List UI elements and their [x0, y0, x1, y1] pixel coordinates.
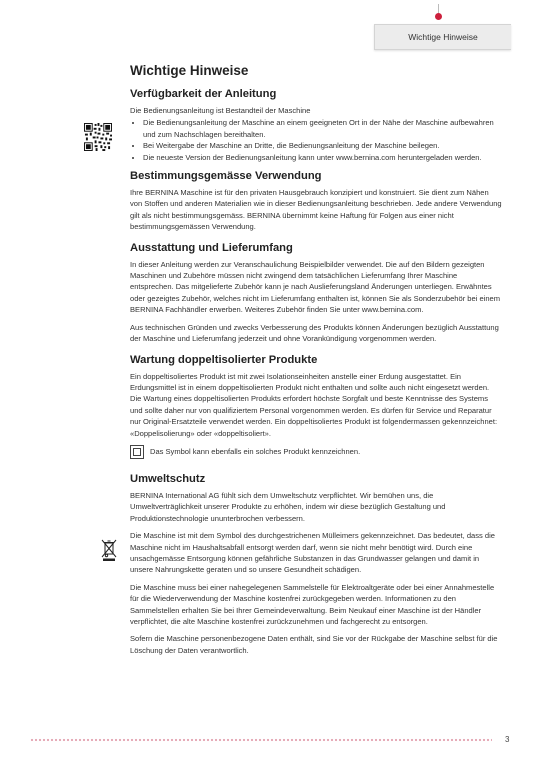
- heading-bestimmung: Bestimmungsgemässe Verwendung: [130, 170, 322, 183]
- qr-code-icon: [84, 123, 112, 151]
- page-number: 3: [505, 735, 510, 744]
- heading-umwelt: Umweltschutz: [130, 472, 206, 485]
- double-insulation-icon: [130, 445, 144, 459]
- double-insulation-row: [130, 445, 502, 459]
- section-tab-label: Wichtige Hinweise: [408, 32, 478, 42]
- list-item: • Die Bedienungsanleitung der Maschine an einem geeigneten Ort in der Nähe der Maschine aufbewahren und zum Nachschlagen bereithalten.: [143, 117, 502, 140]
- umwelt-text-1: BERNINA International AG fühlt sich dem Umweltschutz verpflichtet. Wir bemühen uns, die Umweltverträglichkeit unserer Produkte zu erhöhen, indem wir diese bezüglich Gestaltung und Produktionstechnologie ununterbrochen verbessern.: [130, 490, 446, 523]
- umwelt-text-3: Die Maschine muss bei einer nahegelegenen Sammelstelle für Elektroaltgeräte oder bei einer Annahmestelle für die Wiederverwendung der Maschine kostenfrei zurückgegeben werden. Informationen zu den Sammelstellen erhalten Sie bei Ihrer Gemeindeverwaltung. Beim Neukauf einer Maschine ist der Händler verpflichtet, die alte Maschine kostenfrei zurückzunehmen und fachgerecht zu entsorgen.: [130, 582, 495, 626]
- list-item: • Die neueste Version der Bedienungsanleitung kann unter www.bernina.com heruntergeladen werden.: [143, 152, 502, 163]
- main-content: [130, 63, 502, 662]
- symbol-note: Das Symbol kann ebenfalls ein solches Produkt kennzeichnen.: [150, 447, 361, 457]
- umwelt-text-4: Sofern die Maschine personenbezogene Daten enthält, sind Sie vor der Rückgabe der Maschine selbst für die Löschung der Daten verantwortlich.: [130, 634, 498, 655]
- heading-wartung: Wartung doppeltisolierter Produkte: [130, 353, 318, 366]
- ausstattung-text-1: In dieser Anleitung werden zur Veranschaulichung Beispielbilder verwendet. Die auf den Bildern gezeigten Maschinen und Zubehöre müssen nicht zwingend dem tatsächlichen Lieferumfang Ihrer Maschine entsprechen. Das mitgelieferte Zubehör kann je nach Auslieferungsland Änderungen unterliegen. Erwähntes oder gezeigtes Zubehör, welches nicht im Lieferumfang enthalten ist, können Sie als Sonderzubehör bei einem BERNINA Fachhändler erwerben. Weiteres Zubehör finden Sie unter www.bernina.com.: [130, 259, 501, 315]
- umwelt-text-2: Die Maschine ist mit dem Symbol des durchgestrichenen Mülleimers gekennzeichnet. Das bedeutet, dass die Maschine nicht im Haushaltsabfall entsorgt werden darf, wenn sie nicht mehr benötigt wird. Durch eine unsachgemässe Entsorgung können gefährliche Substanzen in das Grundwasser gelangen und damit in unsere Nahrungskette geraten und so unsere Gesundheit schädigen.: [130, 531, 495, 575]
- heading-verfuegbarkeit: Verfügbarkeit der Anleitung: [130, 88, 277, 100]
- page-title: Wichtige Hinweise: [130, 63, 249, 78]
- bestimmung-text: Ihre BERNINA Maschine ist für den privaten Hausgebrauch konzipiert und konstruiert. Sie dient zum Nähen von Stoffen und anderen Materialien wie in dieser Bedienungsanleitung beschrieben. Jede andere Verwendung gilt als nicht bestimmungsgemäss. BERNINA übernimmt keine Haftung für Folgen aus einer nicht bestimmungsgemässen Verwendung.: [130, 188, 502, 232]
- section-tab[interactable]: [374, 24, 511, 50]
- footer-divider: [30, 738, 492, 744]
- pin-icon: [435, 13, 442, 20]
- heading-ausstattung: Ausstattung und Lieferumfang: [130, 241, 293, 254]
- ausstattung-text-2: Aus technischen Gründen und zwecks Verbesserung des Produkts können Änderungen bezüglich Ausstattung der Maschine und Lieferumfang jederzeit und ohne Vorankündigung vorgenommen werden.: [130, 322, 499, 344]
- verfuegbarkeit-intro: Die Bedienungsanleitung ist Bestandteil der Maschine: [130, 106, 311, 115]
- list-item: • Bei Weitergabe der Maschine an Dritte, die Bedienungsanleitung der Maschine beilegen.: [143, 140, 502, 151]
- wartung-text: Ein doppeltisoliertes Produkt ist mit zwei Isolationseinheiten anstelle einer Erdung ausgestattet. Ein Erdungsmittel ist in einem doppeltisolierten Produkt nicht enthalten und sollte auch nicht eingesetzt werden. Die Wartung eines doppeltisolierten Produkts erfordert höchste Sorgfalt und beste Kenntnisse des Systems und sollte daher nur von qualifiziertem Personal vorgenommen werden. Es dürfen für Service und Reparatur nur Original-Ersatzteile verwendet werden. Ein doppeltisoliertes Produkt ist folgendermassen gekennzeichnet: «Doppelisolierung» oder «doppeltisoliert».: [130, 371, 498, 438]
- crossed-bin-icon: [101, 539, 117, 561]
- verfuegbarkeit-list: [130, 117, 502, 163]
